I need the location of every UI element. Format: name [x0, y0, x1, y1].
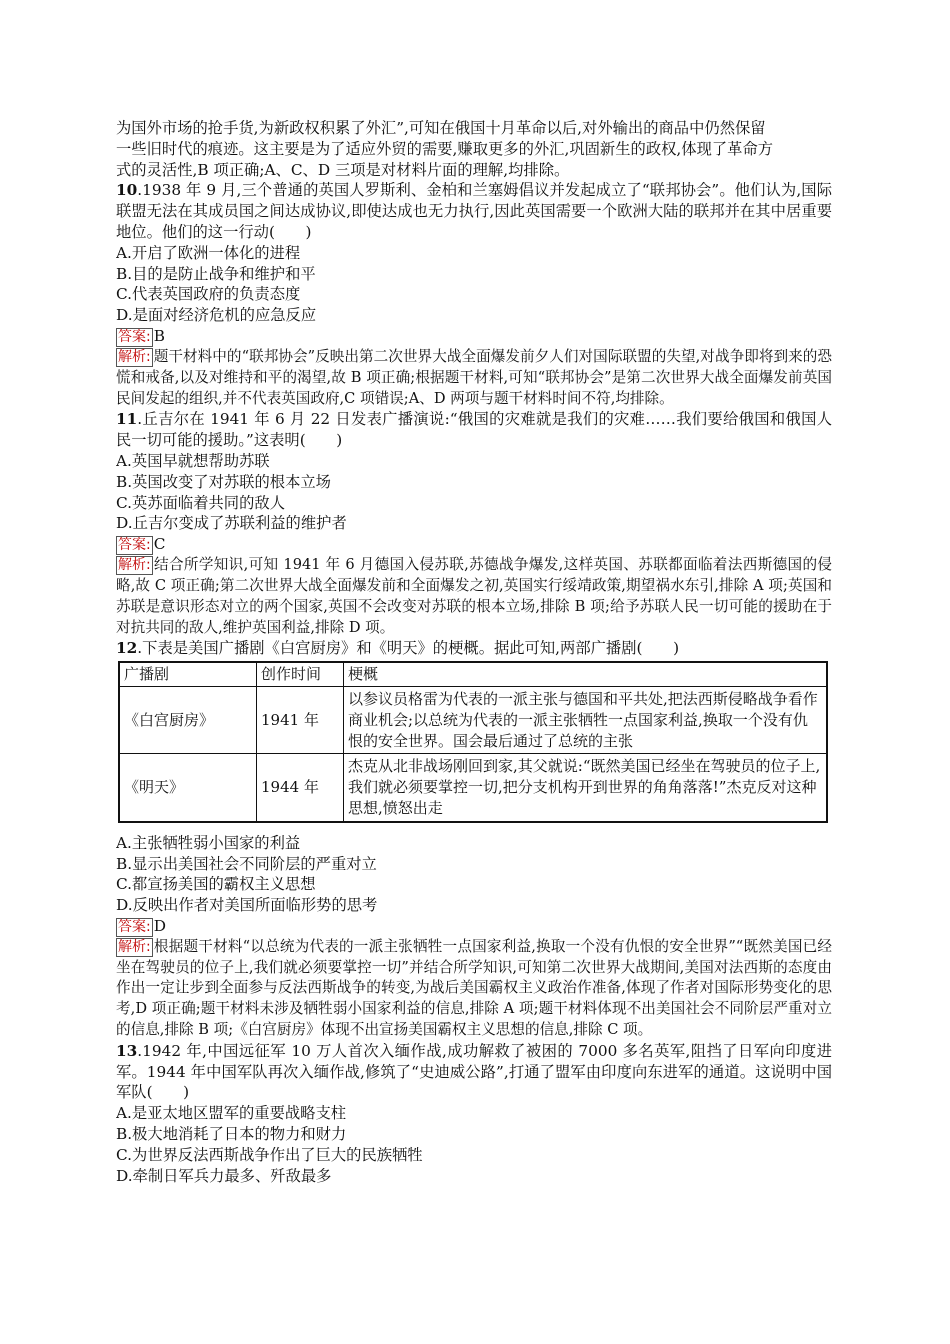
- question-13: [116, 1041, 832, 1187]
- question-stem: [116, 638, 832, 659]
- option-d: D.反映出作者对美国所面临形势的思考: [116, 896, 378, 915]
- text-line: 为国外市场的抢手货,为新政权积累了外汇”,可知在俄国十月革命以后,对外输出的商品中仍然保留: [116, 119, 766, 137]
- question-12: [116, 638, 832, 1041]
- explanation: [116, 937, 832, 1041]
- option-b: B.目的是防止战争和维护和平: [116, 264, 316, 283]
- question-stem: [116, 409, 832, 451]
- question-number: 12: [116, 639, 138, 658]
- option-c: C.英苏面临着共同的敌人: [116, 493, 285, 512]
- table-cell: 1944 年: [257, 754, 344, 822]
- option-c: C.都宣扬美国的霸权主义思想: [116, 875, 316, 894]
- question-number: 13: [116, 1041, 138, 1060]
- table-cell: 杰克从北非战场刚回到家,其父就说:“既然美国已经坐在驾驶员的位子上,我们就必须要掌控一切,把分支机构开到世界的角角落落!”杰克反对这种思想,愤怒出走: [344, 754, 828, 822]
- answer-row: [116, 916, 832, 937]
- table-cell: 《明天》: [119, 754, 257, 822]
- stem-text: .1942 年,中国远征军 10 万人首次入缅作战,成功解救了被困的 7000 多名英军,阻挡了日军向印度进军。1944 年中国军队再次入缅作战,修筑了“史迪威公路”,打通了盟军由印度向东进军的通道。这说明中国军队( ): [116, 1041, 832, 1102]
- explanation-label: 解析:: [118, 348, 151, 365]
- question-number: 10: [116, 181, 138, 200]
- table-cell: 《白宫厨房》: [119, 686, 257, 753]
- continued-explanation: [116, 118, 832, 180]
- option-d: D.丘吉尔变成了苏联利益的维护者: [116, 514, 347, 533]
- table-header-row: [119, 662, 827, 686]
- answer-row: [116, 326, 832, 347]
- stem-text: .丘吉尔在 1941 年 6 月 22 日发表广播演说:“俄国的灾难就是我们的灾难……我们要给俄国和俄国人民一切可能的援助。”这表明( ): [116, 410, 832, 450]
- option-d: D.是面对经济危机的应急反应: [116, 306, 317, 325]
- option-a: A.主张牺牲弱小国家的利益: [116, 833, 301, 852]
- answer-row: [116, 534, 832, 555]
- explanation-text: 根据题干材料“以总统为代表的一派主张牺牲一点国家利益,换取一个没有仇恨的安全世界”“既然美国已经坐在驾驶员的位子上,我们就必须要掌控一切”并结合所学知识,可知第二次世界大战期间,美国对法西斯的态度由作出一定让步到全面参与反法西斯战争的转变,为战后美国霸权主义政治作准备,体现了作者对国际形势变化的思考,D 项正确;题干材料未涉及牺牲弱小国家利益的信息,排除 A 项;题干材料体现不出美国社会不同阶层严重对立的信息,排除 B 项;《白宫厨房》体现不出宣扬美国霸权主义思想的信息,排除 C 项。: [116, 937, 832, 1039]
- explanation-label: 解析:: [118, 557, 151, 574]
- document-page: [116, 118, 832, 1186]
- explanation-label: 解析:: [118, 938, 151, 955]
- question-number: 11: [116, 410, 138, 429]
- answer-value: C: [153, 535, 166, 554]
- stem-text: .1938 年 9 月,三个普通的英国人罗斯利、金柏和兰塞姆倡议并发起成立了“联邦协会”。他们认为,国际联盟无法在其成员国之间达成协议,即使达成也无力执行,因此英国需要一个欧洲大陆的联邦并在其中居重要地位。他们的这一行动( ): [116, 181, 832, 241]
- question-stem: [116, 180, 832, 242]
- option-d: D.牵制日军兵力最多、歼敌最多: [116, 1166, 332, 1185]
- option-a: A.开启了欧洲一体化的进程: [116, 243, 301, 262]
- table-cell: 以参议员格雷为代表的一派主张与德国和平共处,把法西斯侵略战争看作商业机会;以总统为代表的一派主张牺牲一点国家利益,换取一个没有仇恨的安全世界。国会最后通过了总统的主张: [344, 686, 828, 753]
- answer-value: B: [153, 326, 165, 345]
- column-header: 梗概: [344, 662, 828, 686]
- answer-label: 答案:: [118, 537, 151, 554]
- option-c: C.代表英国政府的负责态度: [116, 285, 301, 304]
- explanation-text: 结合所学知识,可知 1941 年 6 月德国入侵苏联,苏德战争爆发,这样英国、苏联都面临着法西斯德国的侵略,故 C 项正确;第二次世界大战全面爆发前和全面爆发之初,英国实行绥靖政策,期望祸水东引,排除 A 项;英国和苏联是意识形态对立的两个国家,英国不会改变对苏联的根本立场,排除 B 项;给予苏联人民一切可能的援助在于对抗共同的敌人,维护英国利益,排除 D 项。: [116, 556, 832, 636]
- option-a: A.是亚太地区盟军的重要战略支柱: [116, 1104, 347, 1123]
- text-line: 一些旧时代的痕迹。这主要是为了适应外贸的需要,赚取更多的外汇,巩固新生的政权,体现了革命方: [116, 139, 774, 158]
- option-b: B.极大地消耗了日本的物力和财力: [116, 1125, 347, 1144]
- option-a: A.英国早就想帮助苏联: [116, 451, 270, 470]
- question-10: [116, 180, 832, 409]
- stem-text: .下表是美国广播剧《白宫厨房》和《明天》的梗概。据此可知,两部广播剧( ): [137, 639, 680, 658]
- table-cell: 1941 年: [257, 686, 344, 753]
- answer-value: D: [153, 916, 166, 935]
- question-11: [116, 409, 832, 638]
- question-stem: [116, 1041, 832, 1103]
- drama-table: [118, 661, 828, 823]
- answer-label: 答案:: [118, 918, 151, 935]
- table-row: [119, 686, 827, 753]
- column-header: 创作时间: [257, 662, 344, 686]
- table-row: [119, 754, 827, 822]
- answer-label: 答案:: [118, 328, 151, 345]
- explanation: [116, 555, 832, 638]
- explanation-text: 题干材料中的“联邦协会”反映出第二次世界大战全面爆发前夕人们对国际联盟的失望,对战争即将到来的恐慌和戒备,以及对维持和平的渴望,故 B 项正确;根据题干材料,可知“联邦协会”是第二次世界大战全面爆发前英国民间发起的组织,并不代表英国政府,C 项错误;A、D 两项与题干材料时间不符,均排除。: [116, 347, 832, 407]
- text-line: 式的灵活性,B 项正确;A、C、D 三项是对材料片面的理解,均排除。: [116, 160, 570, 179]
- option-b: B.显示出美国社会不同阶层的严重对立: [116, 854, 377, 873]
- column-header: 广播剧: [119, 662, 257, 686]
- option-b: B.英国改变了对苏联的根本立场: [116, 472, 331, 491]
- option-c: C.为世界反法西斯战争作出了巨大的民族牺牲: [116, 1145, 423, 1164]
- explanation: [116, 347, 832, 409]
